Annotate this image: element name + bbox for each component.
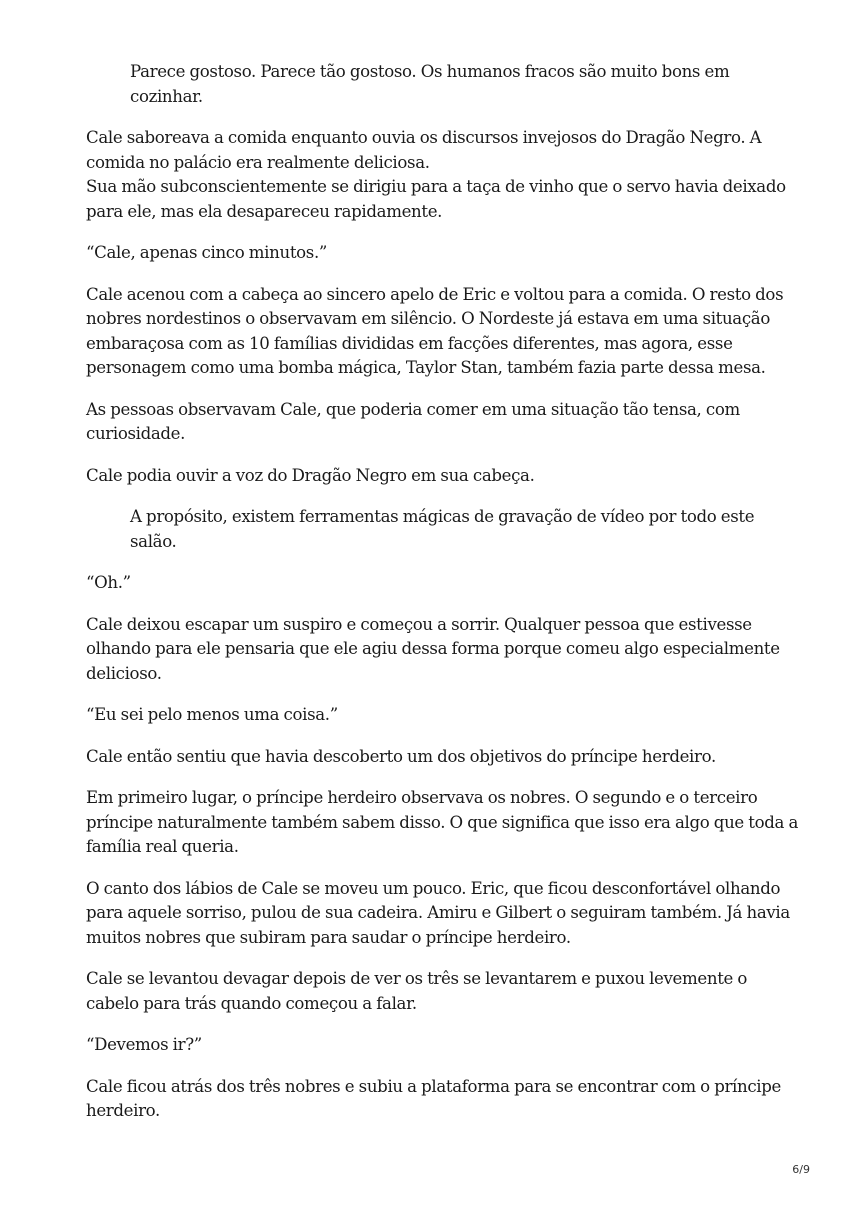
paragraph [86,745,786,770]
text-line: cabelo para trás quando começou a falar. [86,993,417,1013]
thought-paragraph [130,60,786,109]
text-line: As pessoas observavam Cale, que poderia comer em uma situação tão tensa, com [86,399,740,419]
paragraph [86,241,786,266]
paragraph [86,571,786,596]
paragraph [86,613,786,687]
text-line: Cale podia ouvir a voz do Dragão Negro em sua cabeça. [86,465,535,485]
text-line: curiosidade. [86,424,186,443]
text-line: “Oh.” [86,573,131,592]
body-text [86,60,799,1124]
paragraph [86,877,790,951]
text-line: muitos nobres que subiram para saudar o príncipe herdeiro. [86,927,571,947]
paragraph [86,967,786,1016]
text-line: Sua mão subconscientemente se dirigiu para a taça de vinho que o servo havia deixado [86,177,786,196]
document-page [86,60,799,1141]
text-line: embaraçosa com as 10 famílias divididas em facções diferentes, mas agora, esse [86,333,733,353]
text-line: “Devemos ir?” [86,1035,202,1054]
text-line: para aquele sorriso, pulou de sua cadeira. Amiru e Gilbert o seguiram também. Já havia [86,903,790,922]
text-line: A propósito, existem ferramentas mágicas de gravação de vídeo por todo este [130,507,755,526]
text-line: comida no palácio era realmente deliciosa. [86,152,430,172]
paragraph [86,126,786,224]
text-line: O canto dos lábios de Cale se moveu um pouco. Eric, que ficou desconfortável olhando [86,878,781,898]
paragraph [86,283,786,381]
text-line: salão. [130,531,177,551]
text-line: Cale se levantou devagar depois de ver os três se levantarem e puxou levemente o [86,969,748,988]
text-line: herdeiro. [86,1101,160,1120]
page-number: 6/9 [792,1163,810,1176]
text-line: Cale saboreava a comida enquanto ouvia os discursos invejosos do Dragão Negro. A [86,128,762,147]
paragraph [86,1033,786,1058]
text-line: Parece gostoso. Parece tão gostoso. Os humanos fracos são muito bons em [130,62,730,81]
text-line: nobres nordestinos o observavam em silêncio. O Nordeste já estava em uma situação [86,309,770,328]
text-line: príncipe naturalmente também sabem disso. O que significa que isso era algo que toda a [86,812,799,832]
text-line: Cale acenou com a cabeça ao sincero apelo de Eric e voltou para a comida. O resto dos [86,284,784,304]
text-line: para ele, mas ela desapareceu rapidamente. [86,201,443,221]
text-line: olhando para ele pensaria que ele agiu dessa forma porque comeu algo especialmente [86,639,780,658]
paragraph [86,398,786,447]
text-line: Cale deixou escapar um suspiro e começou a sorrir. Qualquer pessoa que estivesse [86,614,752,634]
text-line: Cale então sentiu que havia descoberto um dos objetivos do príncipe herdeiro. [86,746,716,766]
paragraph [86,464,786,489]
text-line: personagem como uma bomba mágica, Taylor Stan, também fazia parte dessa mesa. [86,358,766,377]
paragraph [86,703,786,728]
text-line: Cale ficou atrás dos três nobres e subiu a plataforma para se encontrar com o príncipe [86,1076,781,1096]
paragraph [86,786,799,860]
thought-paragraph [130,505,786,554]
text-line: cozinhar. [130,86,203,106]
text-line: família real queria. [86,837,239,856]
text-line: delicioso. [86,663,162,683]
paragraph [86,1075,786,1124]
text-line: “Eu sei pelo menos uma coisa.” [86,705,338,724]
text-line: “Cale, apenas cinco minutos.” [86,243,327,262]
text-line: Em primeiro lugar, o príncipe herdeiro observava os nobres. O segundo e o terceiro [86,788,758,807]
